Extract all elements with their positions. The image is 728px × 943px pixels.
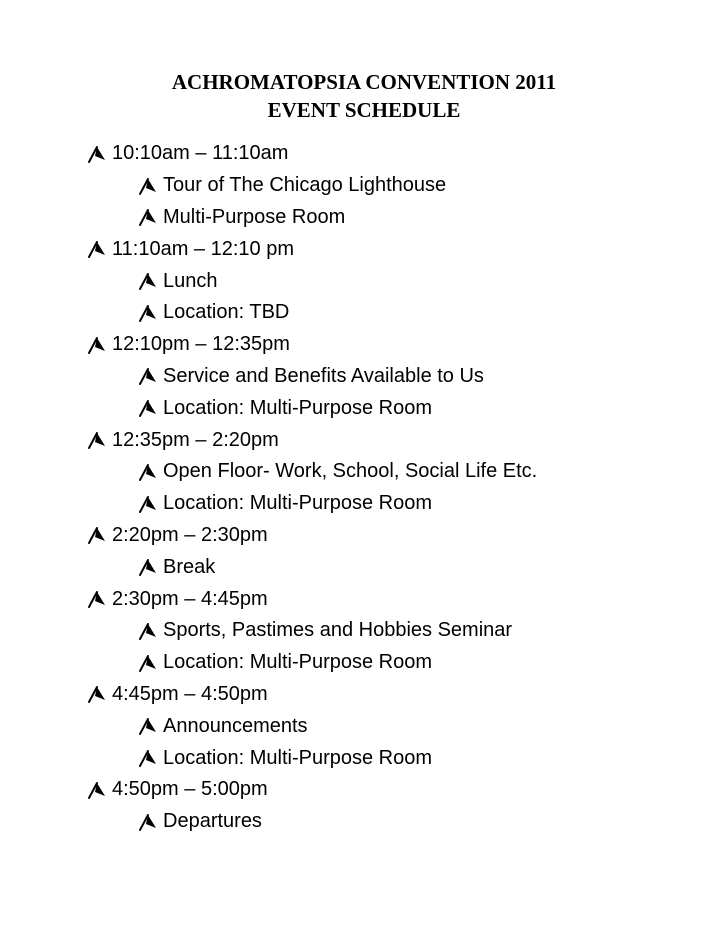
schedule-detail-item xyxy=(87,488,537,520)
detail-text: Break xyxy=(163,555,216,578)
schedule-detail-item xyxy=(87,806,537,838)
detail-text: Location: TBD xyxy=(163,301,290,324)
time-range-text: 4:45pm – 4:50pm xyxy=(112,682,268,705)
schedule-detail-item xyxy=(87,170,537,202)
schedule-detail-item xyxy=(87,202,537,234)
flag-bullet-icon xyxy=(138,303,163,323)
title-line-1: ACHROMATOPSIA CONVENTION 2011 xyxy=(171,70,557,94)
schedule-detail-item xyxy=(87,297,537,329)
detail-text: Service and Benefits Available to Us xyxy=(163,364,484,387)
schedule-detail-item xyxy=(87,551,537,583)
flag-bullet-icon xyxy=(138,557,163,577)
time-range-text: 10:10am – 11:10am xyxy=(112,142,289,165)
detail-text: Sports, Pastimes and Hobbies Seminar xyxy=(163,619,513,642)
detail-text: Location: Multi-Purpose Room xyxy=(163,492,433,515)
schedule-detail-item xyxy=(87,647,537,679)
flag-bullet-icon xyxy=(87,589,112,609)
title-line-2: EVENT SCHEDULE xyxy=(267,98,461,122)
time-range-text: 2:20pm – 2:30pm xyxy=(112,523,268,546)
document-title xyxy=(0,68,728,124)
flag-bullet-icon xyxy=(138,653,163,673)
time-range-text: 2:30pm – 4:45pm xyxy=(112,587,268,610)
flag-bullet-icon xyxy=(87,144,112,164)
schedule-detail-item xyxy=(87,710,537,742)
time-range-text: 4:50pm – 5:00pm xyxy=(112,778,268,801)
detail-text: Location: Multi-Purpose Room xyxy=(163,746,433,769)
flag-bullet-icon xyxy=(138,207,163,227)
schedule-detail-item xyxy=(87,615,537,647)
flag-bullet-icon xyxy=(87,430,112,450)
schedule-detail-item xyxy=(87,742,537,774)
flag-bullet-icon xyxy=(138,176,163,196)
detail-text: Multi-Purpose Room xyxy=(163,205,346,228)
schedule-time-item xyxy=(87,329,537,361)
detail-text: Tour of The Chicago Lighthouse xyxy=(163,174,447,197)
flag-bullet-icon xyxy=(138,494,163,514)
flag-bullet-icon xyxy=(138,398,163,418)
detail-text: Open Floor- Work, School, Social Life Etc. xyxy=(163,460,538,483)
detail-text: Departures xyxy=(163,810,262,833)
flag-bullet-icon xyxy=(138,366,163,386)
flag-bullet-icon xyxy=(138,621,163,641)
schedule-time-item xyxy=(87,233,537,265)
flag-bullet-icon xyxy=(87,684,112,704)
flag-bullet-icon xyxy=(87,525,112,545)
detail-text: Location: Multi-Purpose Room xyxy=(163,396,433,419)
schedule-time-item xyxy=(87,679,537,711)
flag-bullet-icon xyxy=(138,812,163,832)
flag-bullet-icon xyxy=(138,462,163,482)
detail-text: Location: Multi-Purpose Room xyxy=(163,651,433,674)
time-range-text: 12:10pm – 12:35pm xyxy=(112,333,290,356)
flag-bullet-icon xyxy=(87,780,112,800)
flag-bullet-icon xyxy=(87,239,112,259)
schedule-time-item xyxy=(87,583,537,615)
flag-bullet-icon xyxy=(138,748,163,768)
flag-bullet-icon xyxy=(87,335,112,355)
schedule-time-item xyxy=(87,520,537,552)
flag-bullet-icon xyxy=(138,271,163,291)
schedule-time-item xyxy=(87,138,537,170)
detail-text: Announcements xyxy=(163,714,308,737)
schedule-detail-item xyxy=(87,456,537,488)
flag-bullet-icon xyxy=(138,716,163,736)
schedule-time-item xyxy=(87,424,537,456)
schedule-detail-item xyxy=(87,265,537,297)
schedule-detail-item xyxy=(87,392,537,424)
time-range-text: 11:10am – 12:10 pm xyxy=(112,237,294,260)
time-range-text: 12:35pm – 2:20pm xyxy=(112,428,279,451)
schedule-list xyxy=(87,138,537,838)
schedule-time-item xyxy=(87,774,537,806)
schedule-detail-item xyxy=(87,361,537,393)
detail-text: Lunch xyxy=(163,269,218,292)
